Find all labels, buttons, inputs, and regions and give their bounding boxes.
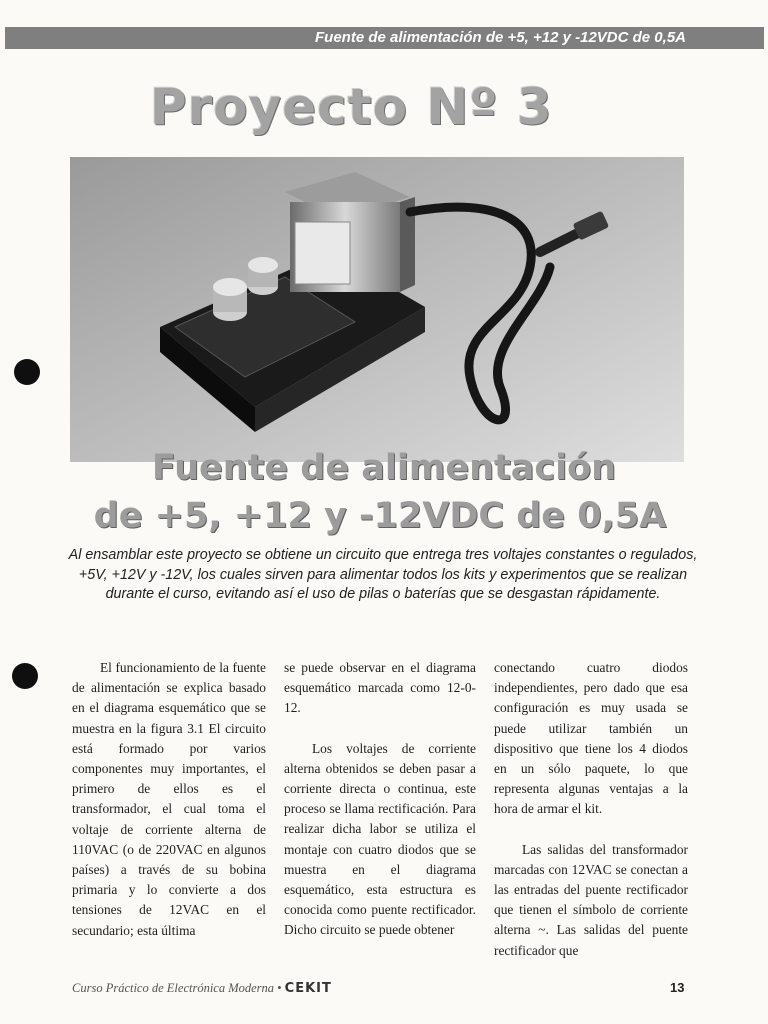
running-header-text: Fuente de alimentación de +5, +12 y -12VDC de 0,5A	[315, 29, 686, 46]
footer-course-text: Curso Práctico de Electrónica Moderna •	[72, 981, 282, 995]
column-2-text-a: se puede observar en el diagrama esquemático marcada como 12-0-12.	[284, 660, 476, 716]
article-column-1	[72, 658, 266, 941]
project-title: Proyecto Nº 3	[150, 78, 553, 136]
running-header	[5, 27, 764, 49]
column-3-text-a: conectando cuatro diodos independientes, pero dado que esa configuración es muy usada se puede utilizar también un dispositivo que tiene los 4 diodos en un sólo paquete, lo que representa algunas ventajas a la hora de armar el kit.	[494, 660, 688, 817]
bullet-dot-lower	[12, 663, 38, 689]
column-3-text-b: Las salidas del transformador marcadas con 12VAC se conectan a las entradas del puente rectificador que tienen el símbolo de corriente alterna ~. Las salidas del puente rectificador que	[494, 841, 688, 958]
page-number: 13	[670, 980, 685, 995]
footer-brand: CEKIT	[284, 981, 332, 996]
intro-subtitle: Al ensamblar este proyecto se obtiene un circuito que entrega tres voltajes constantes o regulados, +5V, +12V y -12V, los cuales sirven para alimentar todos los kits y experimentos que se realizan durante el curso, evitando así el uso de pilas o baterías que se desgastan rápidamente.	[68, 547, 698, 602]
article-column-3	[494, 658, 688, 961]
main-title-line2: de +5, +12 y -12VDC de 0,5A	[93, 496, 667, 536]
bullet-dot-upper	[14, 359, 40, 385]
column-2-text-b: Los voltajes de corriente alterna obtenidos se deben pasar a corriente directa o continua, este proceso se llama rectificación. Para realizar dicha labor se utiliza el montaje con cuatro diodos que se muestra en el diagrama esquemático, esta estructura es conocida como puente rectificador. Dicho circuito se puede obtener	[284, 740, 476, 938]
main-title-line1: Fuente de alimentación	[151, 448, 617, 488]
footer-course	[72, 981, 332, 996]
column-1-text: El funcionamiento de la fuente de alimentación se explica basado en el diagrama esquemático que se muestra en la figura 3.1 El circuito está formado por varios componentes muy importantes, el primero de ellos es el transformador, el cual toma el voltaje de corriente alterna de 110VAC (o de 220VAC en algunos países) a través de su bobina primaria y lo convierte a dos tensiones de 12VAC en el secundario; esta última	[72, 660, 266, 938]
photo-power-supply-kit	[70, 157, 684, 462]
article-column-2	[284, 658, 476, 941]
